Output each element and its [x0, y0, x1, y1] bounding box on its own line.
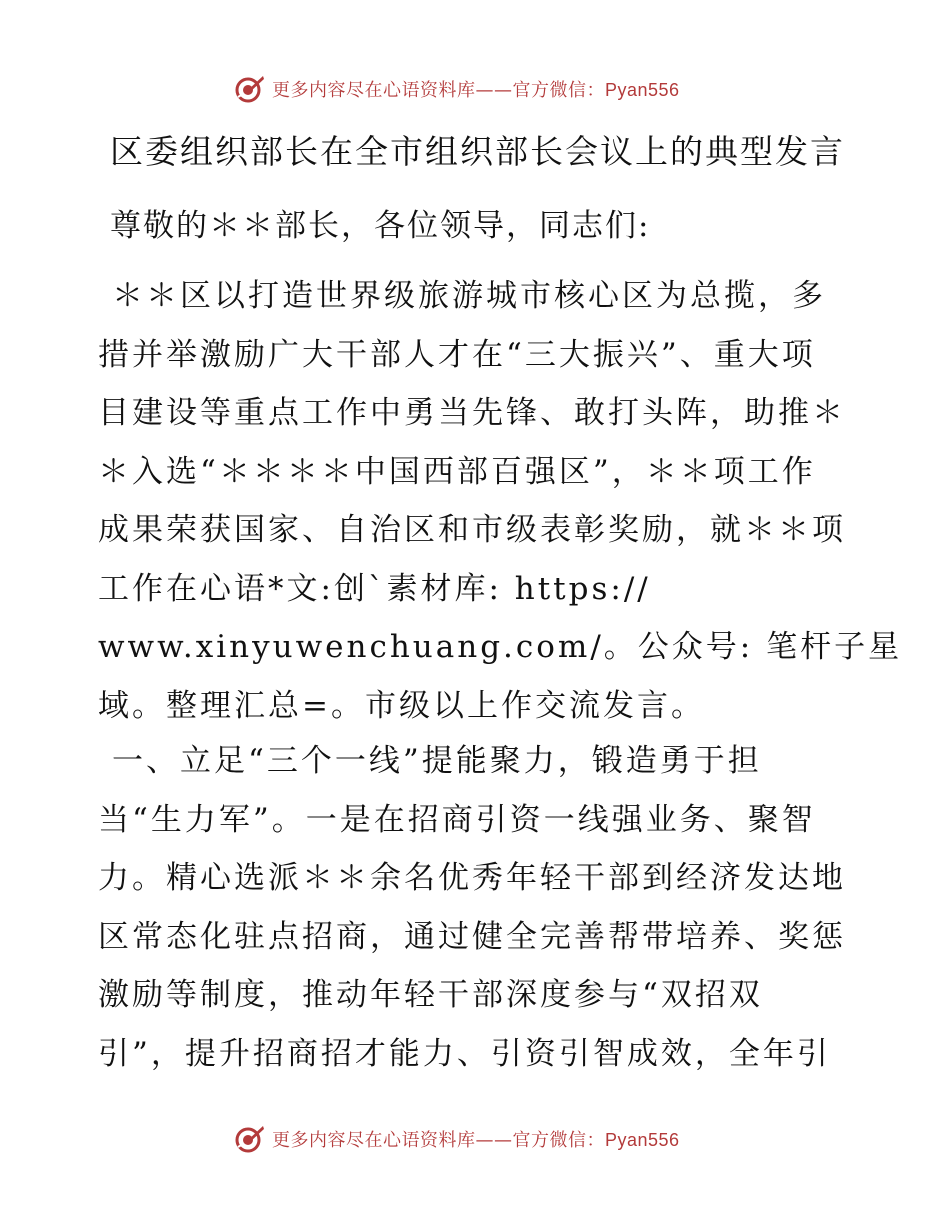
- document-title: 区委组织部长在全市组织部长会议上的典型发言: [110, 132, 845, 171]
- banner-separator: ——: [475, 1130, 513, 1151]
- banner-text: [272, 76, 680, 102]
- footer-banner: [0, 1120, 950, 1160]
- paragraph-line: 区常态化驻点招商，通过健全完善帮带培养、奖惩: [98, 918, 846, 955]
- banner-wechat-label: 官方微信：: [512, 80, 605, 101]
- paragraph-line: 目建设等重点工作中勇当先锋、敢打头阵，助推＊: [98, 395, 846, 431]
- paragraph-line: 成果荣获国家、自治区和市级表彰奖励，就＊＊项: [98, 512, 846, 548]
- paragraph-line: ＊入选“＊＊＊＊中国西部百强区”，＊＊项工作: [98, 453, 816, 490]
- quill-seal-icon: [234, 1123, 266, 1155]
- banner-brand: 更多内容尽在心语资料库: [272, 80, 476, 101]
- paragraph-line: 力。精心选派＊＊余名优秀年轻干部到经济发达地: [98, 860, 846, 896]
- paragraph-line: www.xinyuwenchuang.com/。公众号: 笔杆子星: [98, 629, 903, 665]
- banner-wechat-label: 官方微信：: [512, 1130, 605, 1151]
- paragraph-line: 引”，提升招商招才能力、引资引智成效，全年引: [98, 1035, 831, 1072]
- paragraph-2: [98, 732, 850, 1083]
- paragraph-line: 激励等制度，推动年轻干部深度参与“双招双: [98, 977, 763, 1013]
- banner-wechat-id: Pyan556: [605, 80, 680, 100]
- paragraph-line: 一、立足“三个一线”提能聚力，锻造勇于担: [112, 743, 762, 779]
- paragraph-line: 措并举激励广大干部人才在“三大振兴”、重大项: [98, 336, 816, 373]
- paragraph-line: 当“生力军”。一是在招商引资一线强业务、聚智: [98, 801, 816, 838]
- paragraph-1: [98, 267, 903, 735]
- paragraph-line: ＊＊区以打造世界级旅游城市核心区为总揽，多: [112, 278, 826, 314]
- salutation: 尊敬的＊＊部长，各位领导，同志们:: [110, 208, 651, 244]
- header-banner: [0, 70, 950, 110]
- quill-seal-icon: [234, 73, 266, 105]
- paragraph-line: 域。整理汇总=。市级以上作交流发言。: [98, 687, 705, 724]
- banner-wechat-id: Pyan556: [605, 1130, 680, 1150]
- banner-brand: 更多内容尽在心语资料库: [272, 1130, 476, 1151]
- banner-separator: ——: [475, 80, 513, 101]
- paragraph-line: 工作在心语*文:创`素材库: https://: [98, 570, 651, 607]
- banner-text: [272, 1126, 680, 1152]
